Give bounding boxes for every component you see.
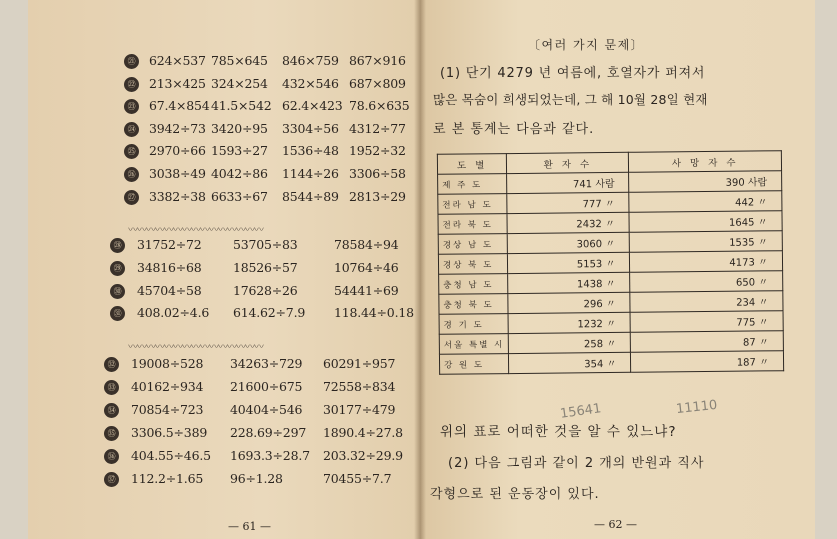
exercise-expression: 213×425: [149, 75, 206, 91]
exercise-expression: 846×759: [282, 53, 339, 68]
deaths-cell: 442 〃: [629, 191, 782, 213]
exercise-number-badge: ㊲: [104, 472, 119, 487]
exercise-expression: 3382÷38: [149, 188, 206, 204]
patients-cell: 354 〃: [509, 352, 631, 373]
exercise-expression: 6633÷67: [211, 188, 268, 204]
exercise-expression: 324×254: [211, 75, 268, 91]
province-cell: 전라 북 도: [438, 214, 508, 235]
exercise-expression: 614.62÷7.9: [233, 305, 306, 321]
deaths-cell: 234 〃: [630, 291, 783, 313]
problem2-line: (2) 다음 그림과 같이 2 개의 반원과 직사: [448, 456, 705, 471]
deaths-cell: 87 〃: [631, 331, 784, 353]
exercise-number-badge: ㉞: [104, 403, 119, 418]
exercise-row: [0, 120, 406, 142]
exercise-expression: 1890.4÷27.8: [323, 425, 403, 440]
problem1-line: (1) 단기 4279 년 여름에, 호열자가 퍼져서: [440, 66, 706, 81]
exercise-number-badge: ㉕: [124, 144, 139, 159]
exercise-number-badge: ㉘: [110, 238, 125, 253]
exercise-expression: 112.2÷1.65: [131, 471, 204, 486]
province-cell: 경 기 도: [439, 314, 509, 335]
exercise-expression: 72558÷834: [323, 379, 396, 394]
problem2-line: 각형으로 된 운동장이 있다.: [430, 487, 600, 502]
page-number-left: — 61 —: [228, 520, 271, 533]
exercise-expression: 45704÷58: [137, 282, 202, 298]
exercise-row: [0, 52, 406, 74]
exercise-expression: 4042÷86: [211, 166, 268, 181]
deaths-cell: 1535 〃: [630, 231, 783, 253]
province-cell: 전라 남 도: [438, 194, 508, 215]
exercise-expression: 31752÷72: [137, 237, 202, 252]
exercise-expression: 432×546: [282, 75, 339, 91]
patients-cell: 296 〃: [508, 292, 630, 313]
exercise-row: [0, 378, 396, 400]
deaths-cell: 4173 〃: [630, 251, 783, 273]
exercise-expression: 10764÷46: [334, 259, 399, 275]
exercise-expression: 3942÷73: [149, 120, 206, 136]
pencil-note: 11110: [675, 397, 719, 418]
deaths-cell: 775 〃: [630, 311, 783, 333]
patients-cell: 1232 〃: [508, 312, 630, 333]
wavy-divider: [128, 338, 338, 346]
exercise-number-badge: ㉑: [124, 54, 139, 69]
exercise-row: [0, 165, 406, 187]
patients-cell: 741 사람: [507, 172, 629, 193]
exercise-number-badge: ㉝: [104, 380, 119, 395]
exercise-expression: 785×645: [211, 53, 268, 68]
exercise-expression: 1593÷27: [211, 143, 268, 159]
exercise-row: [0, 236, 399, 258]
exercise-expression: 40404÷546: [230, 402, 303, 417]
exercise-number-badge: ㉛: [110, 306, 125, 321]
pencil-note: 15641: [559, 401, 603, 422]
deaths-cell: 187 〃: [631, 351, 784, 373]
exercise-number-badge: ㉔: [124, 122, 139, 137]
exercise-expression: 41.5×542: [211, 98, 272, 114]
exercise-expression: 3306÷58: [349, 166, 406, 181]
exercise-number-badge: ㉗: [124, 190, 139, 205]
exercise-expression: 228.69÷297: [230, 425, 307, 440]
exercise-expression: 404.55÷46.5: [131, 448, 211, 463]
exercise-expression: 70455÷7.7: [323, 471, 392, 486]
exercise-row: [0, 282, 399, 304]
exercise-number-badge: ㉖: [124, 167, 139, 182]
exercise-number-badge: ㉓: [124, 99, 139, 114]
exercise-expression: 40162÷934: [131, 379, 204, 394]
exercise-expression: 70854÷723: [131, 402, 204, 417]
col-header-patients: 환 자 수: [507, 152, 629, 173]
deaths-cell: 1645 〃: [629, 211, 782, 233]
exercise-expression: 624×537: [149, 53, 206, 68]
exercise-row: [0, 259, 399, 281]
exercise-number-badge: ㉜: [104, 357, 119, 372]
exercise-expression: 60291÷957: [323, 356, 396, 371]
exercise-expression: 867×916: [349, 53, 406, 68]
patients-cell: 5153 〃: [508, 252, 630, 273]
book-spine: [414, 0, 426, 539]
exercise-expression: 96÷1.28: [230, 471, 283, 486]
exercise-expression: 687×809: [349, 75, 406, 91]
exercise-expression: 203.32÷29.9: [323, 448, 403, 463]
exercise-expression: 118.44÷0.18: [334, 305, 414, 321]
exercise-expression: 53705÷83: [233, 237, 298, 252]
problem1-line: 로 본 통계는 다음과 같다.: [433, 122, 595, 137]
exercise-number-badge: ㉒: [124, 77, 139, 92]
exercise-expression: 408.02÷4.6: [137, 305, 210, 321]
exercise-row: [0, 447, 403, 469]
province-cell: 충청 북 도: [439, 294, 509, 315]
exercise-expression: 3038÷49: [149, 166, 206, 181]
deaths-cell: 390 사람: [629, 171, 782, 193]
exercise-expression: 67.4×854: [149, 98, 210, 114]
exercise-number-badge: ㉙: [110, 261, 125, 276]
exercise-expression: 78584÷94: [334, 237, 399, 252]
exercise-expression: 54441÷69: [334, 282, 399, 298]
wavy-divider: [128, 221, 338, 229]
province-cell: 강 원 도: [439, 354, 509, 375]
exercise-expression: 3306.5÷389: [131, 425, 208, 440]
province-cell: 경상 남 도: [438, 234, 508, 255]
exercise-row: [0, 142, 406, 164]
province-cell: 충청 남 도: [439, 274, 509, 295]
province-cell: 서울 특별 시: [439, 334, 509, 355]
exercise-expression: 1952÷32: [349, 143, 406, 159]
exercise-expression: 1144÷26: [282, 166, 339, 181]
exercise-expression: 21600÷675: [230, 379, 303, 394]
province-cell: 제 주 도: [438, 174, 508, 195]
exercise-expression: 8544÷89: [282, 188, 339, 204]
table-row: [439, 351, 783, 375]
exercise-row: [0, 424, 403, 446]
exercise-number-badge: ㉚: [110, 284, 125, 299]
exercise-expression: 17628÷26: [233, 282, 298, 298]
exercise-row: [0, 355, 396, 377]
page-number-right: — 62 —: [594, 518, 637, 531]
exercise-row: [0, 304, 414, 326]
question-text: 위의 표로 어떠한 것을 알 수 있느냐?: [440, 424, 677, 440]
exercise-number-badge: ㊱: [104, 449, 119, 464]
province-cell: 경상 북 도: [438, 254, 508, 275]
exercise-expression: 1536÷48: [282, 143, 339, 159]
exercise-expression: 18526÷57: [233, 259, 298, 275]
col-header-deaths: 사 망 자 수: [629, 151, 782, 173]
exercise-row: [0, 75, 406, 97]
exercise-expression: 62.4×423: [282, 98, 343, 114]
cholera-statistics-table: [437, 150, 784, 375]
section-heading: 〔여러 가지 문제〕: [528, 38, 645, 52]
exercise-expression: 34816÷68: [137, 259, 202, 275]
exercise-expression: 2813÷29: [349, 188, 406, 204]
exercise-expression: 3420÷95: [211, 120, 268, 136]
exercise-expression: 4312÷77: [349, 120, 406, 136]
exercise-expression: 19008÷528: [131, 356, 204, 371]
col-header-province: 도 별: [437, 154, 507, 175]
patients-cell: 3060 〃: [508, 232, 630, 253]
patients-cell: 1438 〃: [508, 272, 630, 293]
exercise-row: [0, 188, 406, 210]
exercise-expression: 78.6×635: [349, 98, 410, 114]
patients-cell: 777 〃: [507, 192, 629, 213]
exercise-row: [0, 97, 410, 119]
exercise-expression: 34263÷729: [230, 356, 303, 371]
exercise-expression: 1693.3÷28.7: [230, 448, 310, 463]
deaths-cell: 650 〃: [630, 271, 783, 293]
exercise-expression: 30177÷479: [323, 402, 396, 417]
patients-cell: 258 〃: [509, 332, 631, 353]
problem1-line: 많은 목숨이 희생되었는데, 그 해 10월 28일 현재: [433, 92, 708, 107]
exercise-expression: 2970÷66: [149, 143, 206, 159]
exercise-row: [0, 401, 396, 423]
patients-cell: 2432 〃: [507, 212, 629, 233]
exercise-row: [0, 470, 392, 492]
exercise-expression: 3304÷56: [282, 120, 339, 136]
exercise-number-badge: ㉟: [104, 426, 119, 441]
